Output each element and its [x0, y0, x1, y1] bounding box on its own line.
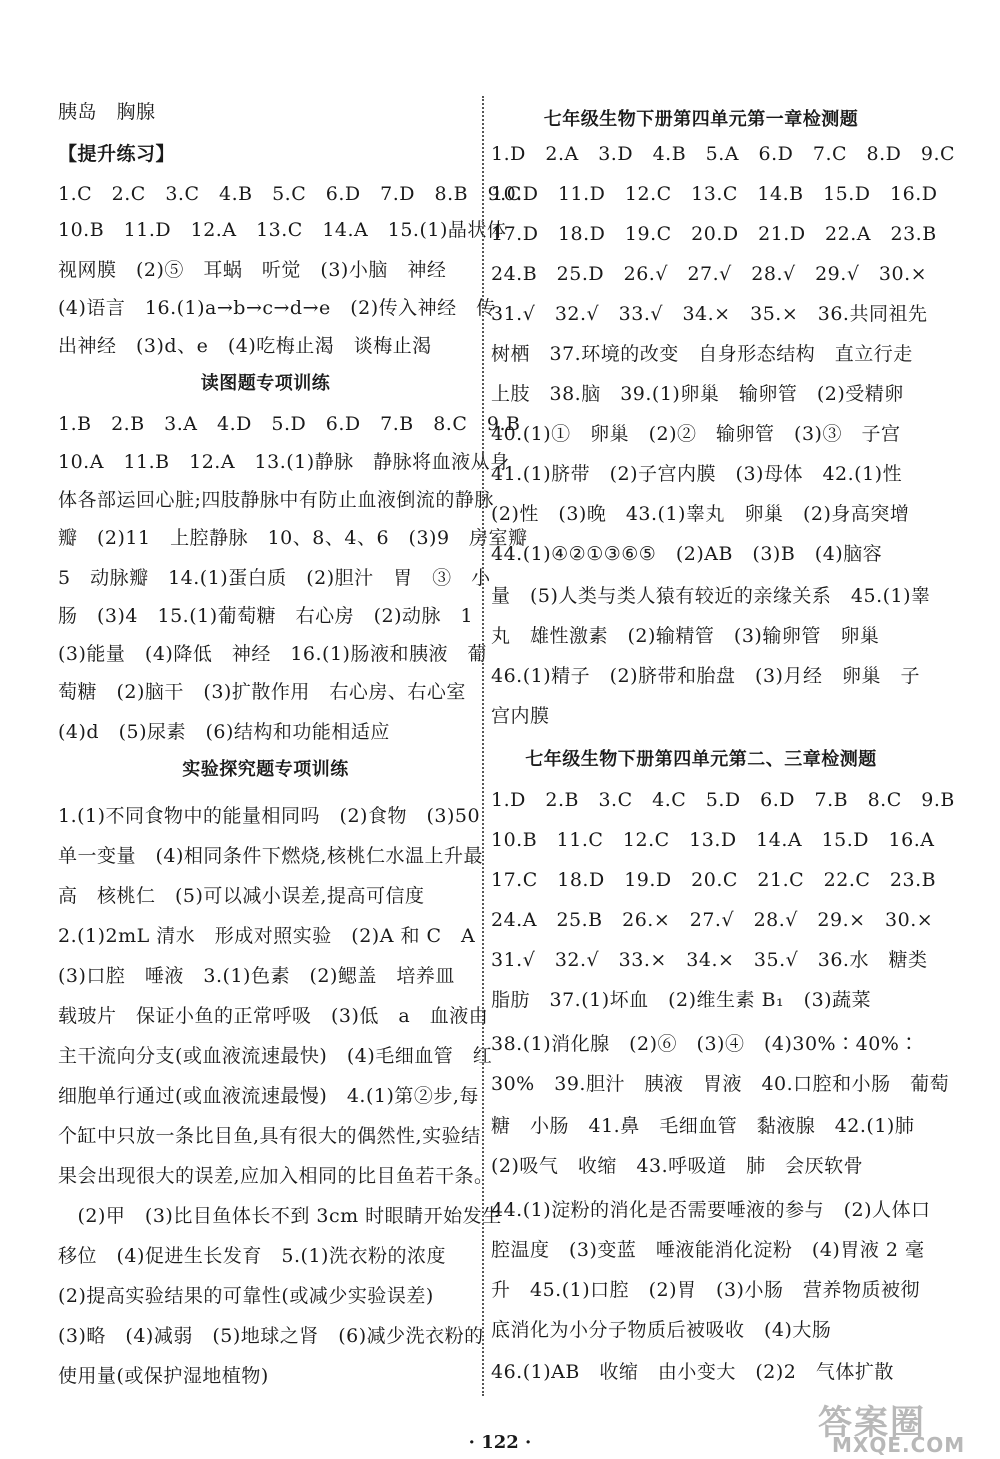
answer-line: 视网膜 (2)⑤ 耳蜗 听觉 (3)小脑 神经	[58, 259, 447, 281]
answer-line: 上肢 38.脑 39.(1)卵巢 输卵管 (2)受精卵	[491, 383, 904, 405]
answer-line: (4)d (5)尿素 (6)结构和功能相适应	[58, 721, 390, 743]
section-heading-unit4-chapter1: 七年级生物下册第四单元第一章检测题	[543, 109, 859, 130]
answer-line: 升 45.(1)口腔 (2)胃 (3)小肠 营养物质被彻	[491, 1279, 920, 1301]
answer-line: 10.B 11.D 12.A 13.C 14.A 15.(1)晶状体	[58, 219, 507, 241]
answer-line: 载玻片 保证小鱼的正常呼吸 (3)低 a 血液由	[58, 1005, 489, 1027]
answer-line: (2)提高实验结果的可靠性(或减少实验误差)	[58, 1285, 434, 1307]
answer-line: 树栖 37.环境的改变 自身形态结构 直立行走	[491, 343, 913, 365]
answer-line: 40.(1)① 卵巢 (2)② 输卵管 (3)③ 子宫	[491, 423, 901, 445]
column-divider	[482, 96, 484, 1396]
answer-line: 脂肪 37.(1)坏血 (2)维生素 B₁ (3)蔬菜	[491, 989, 872, 1011]
answer-line: 10.B 11.C 12.C 13.D 14.A 15.D 16.A	[491, 829, 935, 851]
answer-line: 1.D 2.A 3.D 4.B 5.A 6.D 7.C 8.D 9.C	[491, 143, 956, 165]
answer-line: 高 核桃仁 (5)可以减小误差,提高可信度	[58, 885, 425, 907]
answer-line: (2)性 (3)晚 43.(1)睾丸 卵巢 (2)身高突增	[491, 503, 910, 525]
answer-line: 46.(1)精子 (2)脐带和胎盘 (3)月经 卵巢 子	[491, 665, 920, 687]
answer-line: 瓣 (2)11 上腔静脉 10、8、4、6 (3)9 房室瓣	[58, 527, 528, 549]
watermark-url: MXQE.COM	[832, 1433, 966, 1457]
answer-line: (3)略 (4)减弱 (5)地球之肾 (6)减少洗衣粉的	[58, 1325, 484, 1347]
answer-line: 38.(1)消化腺 (2)⑥ (3)④ (4)30%∶40%∶	[491, 1033, 919, 1055]
section-heading-unit4-chapter2-3: 七年级生物下册第四单元第二、三章检测题	[525, 749, 877, 770]
answer-line: 10.A 11.B 12.A 13.(1)静脉 静脉将血液从身	[58, 451, 510, 473]
answer-line: 胰岛 胸腺	[58, 101, 156, 123]
answer-line: 5 动脉瓣 14.(1)蛋白质 (2)胆汁 胃 ③ 小	[58, 567, 491, 589]
answer-line: 肠 (3)4 15.(1)葡萄糖 右心房 (2)动脉 1	[58, 605, 474, 627]
answer-line: 移位 (4)促进生长发育 5.(1)洗衣粉的浓度	[58, 1245, 446, 1267]
answer-line: 41.(1)脐带 (2)子宫内膜 (3)母体 42.(1)性	[491, 463, 903, 485]
answer-line: (4)语言 16.(1)a→b→c→d→e (2)传入神经 传	[58, 297, 496, 319]
answer-line: 46.(1)AB 收缩 由小变大 (2)2 气体扩散	[491, 1361, 894, 1383]
answer-line: 个缸中只放一条比目鱼,具有很大的偶然性,实验结	[58, 1125, 481, 1147]
answer-line: 腔温度 (3)变蓝 唾液能消化淀粉 (4)胃液 2 毫	[491, 1239, 925, 1261]
answer-line: 31.√ 32.√ 33.√ 34.× 35.× 36.共同祖先	[491, 303, 928, 325]
answer-line: 24.B 25.D 26.√ 27.√ 28.√ 29.√ 30.×	[491, 263, 928, 285]
page-number: · 122 ·	[468, 1432, 532, 1453]
answer-line: 单一变量 (4)相同条件下燃烧,核桃仁水温上升最	[58, 845, 483, 867]
answer-line: 30% 39.胆汁 胰液 胃液 40.口腔和小肠 葡萄	[491, 1073, 950, 1095]
answer-line: 1.B 2.B 3.A 4.D 5.D 6.D 7.B 8.C 9.B	[58, 413, 521, 435]
answer-line: 17.D 18.D 19.C 20.D 21.D 22.A 23.B	[491, 223, 937, 245]
answer-line: 宫内膜	[491, 705, 550, 727]
answer-line: 果会出现很大的误差,应加入相同的比目鱼若干条。	[58, 1165, 494, 1187]
answer-line: 1.C 2.C 3.C 4.B 5.C 6.D 7.D 8.B 9.C	[58, 183, 522, 205]
section-heading-experiment-training: 实验探究题专项训练	[182, 759, 349, 780]
section-heading-practice: 【提升练习】	[58, 143, 176, 165]
answer-line: 细胞单行通过(或血液流速最慢) 4.(1)第②步,每	[58, 1085, 479, 1107]
watermark-logo	[818, 1395, 998, 1459]
answer-line: (2)甲 (3)比目鱼体长不到 3cm 时眼睛开始发生	[58, 1205, 502, 1227]
answer-line: (3)口腔 唾液 3.(1)色素 (2)鳃盖 培养皿	[58, 965, 455, 987]
watermark-logo-text: 答案圈	[818, 1403, 926, 1443]
answer-line: 44.(1)淀粉的消化是否需要唾液的参与 (2)人体口	[491, 1199, 931, 1221]
answer-line: 24.A 25.B 26.× 27.√ 28.√ 29.× 30.×	[491, 909, 934, 931]
answer-line: 萄糖 (2)脑干 (3)扩散作用 右心房、右心室	[58, 681, 466, 703]
answer-line: 1.(1)不同食物中的能量相同吗 (2)食物 (3)50	[58, 805, 481, 827]
answer-line: 体各部运回心脏;四肢静脉中有防止血液倒流的静脉	[58, 489, 494, 511]
answer-line: 17.C 18.D 19.D 20.C 21.C 22.C 23.B	[491, 869, 937, 891]
answer-line: 31.√ 32.√ 33.× 34.× 35.√ 36.水 糖类	[491, 949, 928, 971]
answer-line: 主干流向分支(或血液流速最快) (4)毛细血管 红	[58, 1045, 493, 1067]
section-heading-diagram-training: 读图题专项训练	[200, 373, 331, 394]
answer-line: 2.(1)2mL 清水 形成对照实验 (2)A 和 C A	[58, 925, 476, 947]
answer-line: 使用量(或保护湿地植物)	[58, 1365, 269, 1387]
answer-line: 丸 雄性激素 (2)输精管 (3)输卵管 卵巢	[491, 625, 880, 647]
answer-line: 出神经 (3)d、e (4)吃梅止渴 谈梅止渴	[58, 335, 432, 357]
answer-line: (3)能量 (4)降低 神经 16.(1)肠液和胰液 葡	[58, 643, 487, 665]
answer-line: 量 (5)人类与类人猿有较近的亲缘关系 45.(1)睾	[491, 585, 931, 607]
answer-line: 10.D 11.D 12.C 13.C 14.B 15.D 16.D	[491, 183, 938, 205]
answer-line: 1.D 2.B 3.C 4.C 5.D 6.D 7.B 8.C 9.B	[491, 789, 955, 811]
answer-line: 糖 小肠 41.鼻 毛细血管 黏液腺 42.(1)肺	[491, 1115, 915, 1137]
answer-line: (2)吸气 收缩 43.呼吸道 肺 会厌软骨	[491, 1155, 864, 1177]
answer-line: 底消化为小分子物质后被吸收 (4)大肠	[491, 1319, 832, 1341]
answer-line: 44.(1)④②①③⑥⑤ (2)AB (3)B (4)脑容	[491, 543, 883, 565]
